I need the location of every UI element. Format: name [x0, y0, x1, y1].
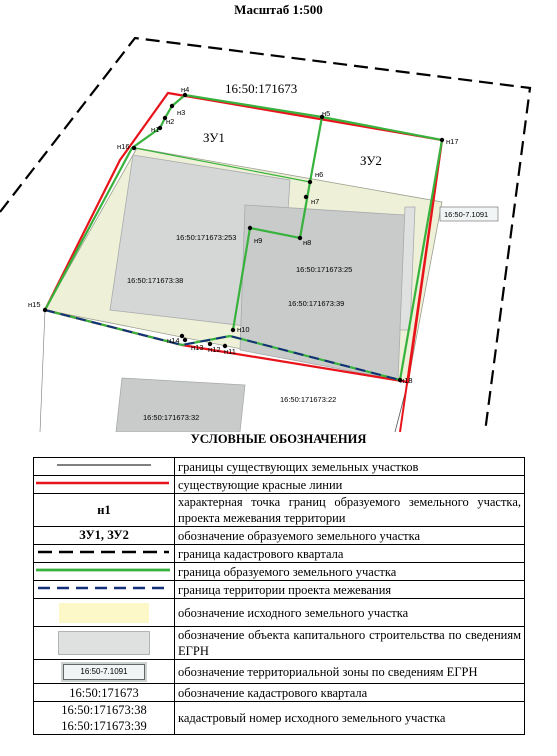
cad-label-38: 16:50:171673:38 — [127, 276, 184, 285]
legend-symbol — [34, 545, 175, 563]
legend-symbol — [34, 660, 175, 684]
point-label-n17: н17 — [446, 137, 459, 146]
legend-text: граница кадастрового квартала — [175, 545, 525, 563]
zone-label-box — [440, 207, 498, 221]
cad-label-253: 16:50:171673:253 — [176, 233, 237, 242]
building-swatch — [58, 631, 150, 655]
legend-table — [33, 457, 525, 735]
point-marker — [248, 226, 252, 230]
legend-symbol-plot: ЗУ1, ЗУ2 — [34, 527, 175, 545]
point-marker — [43, 308, 47, 312]
legend-symbol-quarter: 16:50:171673 — [34, 684, 175, 702]
legend-text: границы существующих земельных участков — [175, 458, 525, 476]
point-label-n3: н3 — [177, 108, 186, 117]
source-plot-swatch — [59, 603, 149, 623]
legend-row — [34, 476, 525, 494]
point-label-n12: н12 — [208, 345, 221, 354]
plot-label-zu2: ЗУ2 — [360, 153, 382, 168]
legend-text: граница территории проекта межевания — [175, 581, 525, 599]
cad-label-39: 16:50:171673:39 — [288, 299, 345, 308]
legend-cad-number-1: 16:50:171673:38 — [61, 703, 147, 717]
point-label-n4: н4 — [181, 85, 190, 94]
legend-symbol — [34, 581, 175, 599]
legend-text: обозначение кадастрового квартала — [175, 684, 525, 702]
legend-text: обозначение образуемого земельного участка — [175, 527, 525, 545]
point-marker — [298, 236, 302, 240]
quarter-label: 16:50:171673 — [225, 81, 298, 96]
legend-text: обозначение территориальной зоны по сведениям ЕГРН — [175, 660, 525, 684]
point-marker — [183, 338, 187, 342]
legend-row — [34, 627, 525, 660]
point-label-n9: н9 — [254, 236, 263, 245]
plot-label-zu1: ЗУ1 — [203, 130, 225, 145]
point-label-n8: н8 — [303, 238, 312, 247]
legend-row — [34, 599, 525, 627]
legend-text: кадастровый номер исходного земельного участка — [175, 702, 525, 735]
point-label-n7: н7 — [311, 197, 320, 206]
legend-row — [34, 494, 525, 527]
point-label-n5: н5 — [322, 109, 331, 118]
legend-symbol — [34, 599, 175, 627]
point-label-n14: н14 — [167, 336, 180, 345]
legend-title: УСЛОВНЫЕ ОБОЗНАЧЕНИЯ — [190, 432, 367, 446]
legend-row — [34, 684, 525, 702]
quarter-boundary-symbol — [34, 547, 174, 557]
legend-symbol — [34, 476, 175, 494]
point-marker — [132, 146, 136, 150]
point-label-n16: н16 — [117, 142, 130, 151]
point-label-n2: н2 — [166, 117, 175, 126]
point-marker — [231, 328, 235, 332]
legend-row — [34, 581, 525, 599]
legend-symbol-point: н1 — [34, 494, 175, 527]
legend-symbol — [34, 627, 175, 660]
point-marker — [440, 138, 444, 142]
point-label-n10: н10 — [237, 325, 250, 334]
point-label-n11: н11 — [224, 347, 236, 356]
point-marker — [170, 104, 174, 108]
legend-text: обозначение объекта капитального строительства по сведениям ЕГРН — [175, 627, 525, 660]
legend-cad-number-2: 16:50:171673:39 — [61, 719, 147, 733]
legend-text: характерная точка границ образуемого земельного участка, проекта межевания территории — [175, 494, 525, 527]
zone-label: 16:50-7.1091 — [444, 210, 489, 219]
legend-symbol — [34, 563, 175, 581]
legend-symbol-cadastral — [34, 702, 175, 735]
point-marker — [308, 180, 312, 184]
zone-swatch: 16:50-7.1091 — [63, 664, 145, 680]
legend-text: существующие красные линии — [175, 476, 525, 494]
point-marker — [304, 195, 308, 199]
green-boundary-symbol — [34, 565, 174, 575]
legend-text: граница образуемого земельного участка — [175, 563, 525, 581]
cad-label-32: 16:50:171673:32 — [143, 413, 200, 422]
point-label-n1: н1 — [151, 125, 160, 134]
legend-row — [34, 702, 525, 735]
point-label-n6: н6 — [315, 170, 324, 179]
red-line-symbol — [34, 478, 174, 488]
map-scale-title: Масштаб 1:500 — [234, 2, 323, 17]
legend-text: обозначение исходного земельного участка — [175, 599, 525, 627]
point-marker — [180, 334, 184, 338]
project-territory-symbol — [34, 583, 174, 593]
point-label-n18: н18 — [400, 376, 413, 385]
legend-row — [34, 563, 525, 581]
legend-symbol — [34, 458, 175, 476]
legend-row — [34, 527, 525, 545]
point-label-n15: н15 — [28, 300, 41, 309]
legend-row — [34, 545, 525, 563]
building-32 — [116, 378, 245, 432]
legend-row — [34, 458, 525, 476]
existing-plot-boundary-2 — [40, 310, 45, 432]
legend-row — [34, 660, 525, 684]
cad-label-25: 16:50:171673:25 — [296, 265, 353, 274]
existing-plot-line-symbol — [49, 460, 159, 470]
point-label-n13: н13 — [191, 343, 204, 352]
cad-label-22: 16:50:171673:22 — [280, 395, 337, 404]
